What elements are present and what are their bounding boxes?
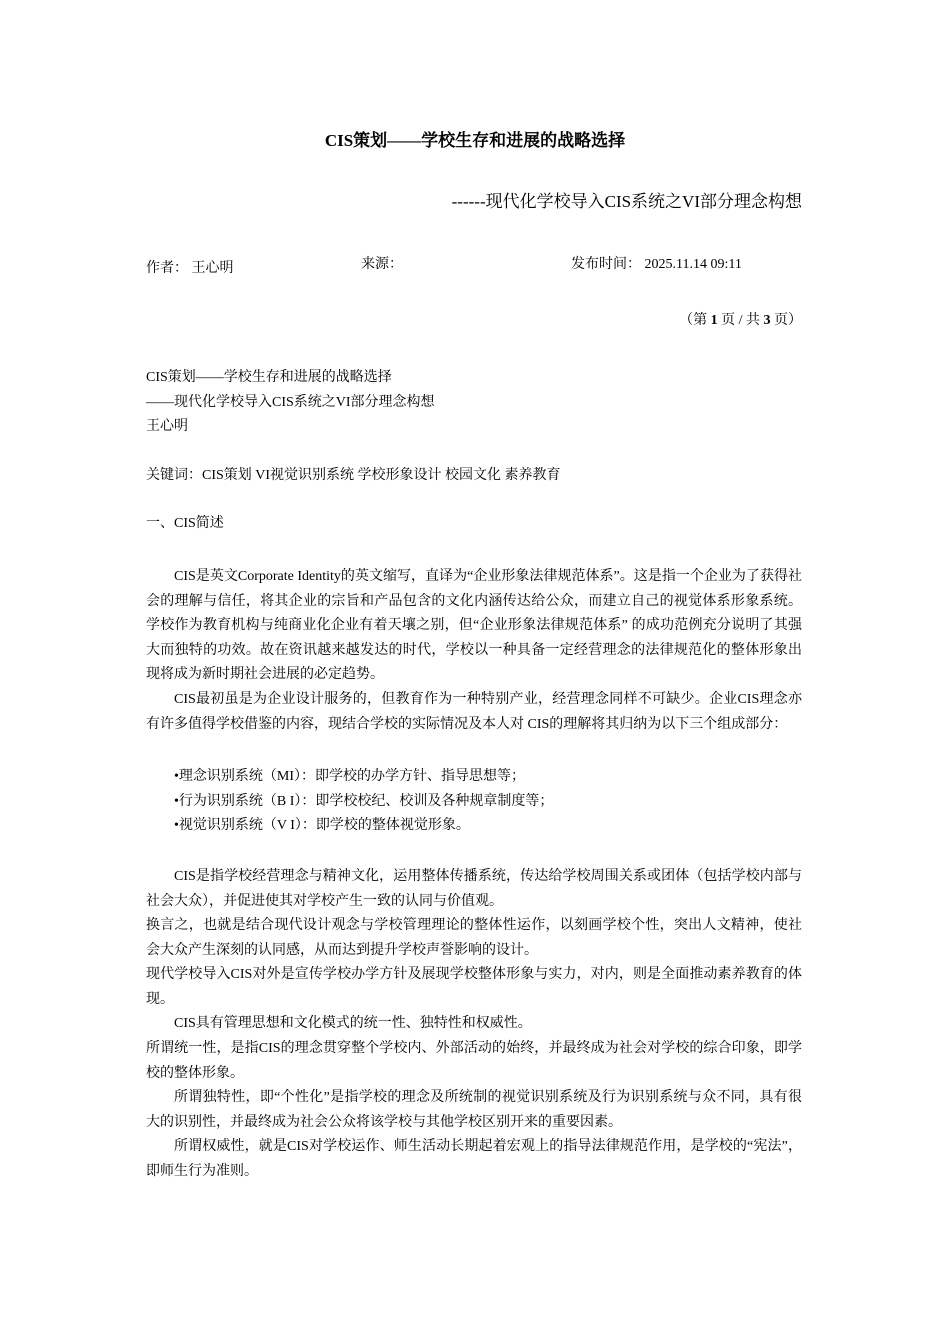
bullet-item: •视觉识别系统（V I）：即学校的整体视觉形象。 [174,818,470,834]
publish-time-value: 2025.11.14 09:11 [644,257,742,272]
paragraph: 所谓独特性，即“个性化”是指学校的理念及所统制的视觉识别系统及行为识别系统与众不同，具有很大的识别性，并最终成为社会公众将该学校与其他学校区别开来的重要因素。 [146,1090,802,1130]
spacer [146,537,802,565]
author-label: 作者： [146,261,188,276]
paragraph: 所谓权威性，就是CIS对学校运作、师生活动长期起着宏观上的指导法律规范作用，是学校的“宪法”，即师生行为准则。 [146,1139,802,1180]
page-indicator-prefix: （第 [679,313,708,328]
spacer [146,488,802,512]
document-title: CIS策划——学校生存和进展的战略选择 [324,131,626,150]
paragraph: CIS最初虽是为企业设计服务的，但教育作为一种特别产业，经营理念同样不可缺少。企业CIS理念亦有许多值得学校借鉴的内容，现结合学校的实际情况及本人对 CIS的理解将其归纳为以下三个组成部分： [146,691,802,732]
current-page-number: 1 [710,313,718,328]
paragraph: CIS具有管理思想和文化模式的统一性、独特性和权威性。 [174,1016,532,1032]
source-label: 来源： [361,257,403,272]
keywords: 关键词：CIS策划 VI视觉识别系统 学校形象设计 校园文化 素养教育 [146,467,561,483]
page-indicator-middle: 页 / 共 [721,313,760,328]
publish-time-info [571,253,742,273]
bullet-item: •行为识别系统（B I）：即学校校纪、校训及各种规章制度等； [174,793,554,809]
spacer [146,839,802,865]
intro-subtitle: ——现代化学校导入CIS系统之VI部分理念构想 [146,394,435,410]
source-info [361,253,403,273]
page-indicator [679,309,802,329]
paragraph: CIS是英文Corporate Identity的英文缩写，直译为“企业形象法律规范体系”。这是指一个企业为了获得社会的理解与信任，将其企业的宗旨和产品包含的文化内涵传达给公众，而建立自己的视觉体系形象系统。学校作为教育机构与纯商业化企业有着天壤之别，但“企业形象法律规范体系” 的成功范例充分说明了其强大而独特的功效。故在资讯越来越发达的时代，学校以一种具备一定经营理念的法律规范化的整体形象出现将成为新时期社会进展的必定趋势。 [146,568,802,683]
page-indicator-suffix: 页） [774,313,802,328]
section-heading: 一、CIS简述 [146,516,224,532]
paragraph: CIS是指学校经营理念与精神文化，运用整体传播系统，传达给学校周围关系或团体（包括学校内部与社会大众），并促进使其对学校产生一致的认同与价值观。 [146,868,802,909]
intro-title: CIS策划——学校生存和进展的战略选择 [146,370,392,385]
publish-time-label: 发布时间： [571,257,641,272]
spacer [146,737,802,765]
paragraph: 所谓统一性，是指CIS的理念贯穿整个学校内、外部活动的始终，并最终成为社会对学校的综合印象，即学校的整体形象。 [146,1041,802,1081]
author-info [146,257,234,277]
author-name: 王心明 [191,261,234,276]
bullet-item: •理念识别系统（MI）：即学校的办学方针、指导思想等； [174,769,526,785]
spacer [146,440,802,464]
total-page-number: 3 [763,313,771,328]
article-body [146,366,802,1185]
paragraph: 换言之，也就是结合现代设计观念与学校管理理论的整体性运作，以刻画学校个性，突出人文精神，使社会大众产生深刻的认同感，从而达到提升学校声誉影响的设计。 [146,918,802,958]
document-subtitle: ------现代化学校导入CIS系统之VI部分理念构想 [451,192,802,211]
intro-author: 王心明 [146,419,188,435]
paragraph: 现代学校导入CIS对外是宣传学校办学方针及展现学校整体形象与实力，对内，则是全面推动素养教育的体现。 [146,967,802,1007]
